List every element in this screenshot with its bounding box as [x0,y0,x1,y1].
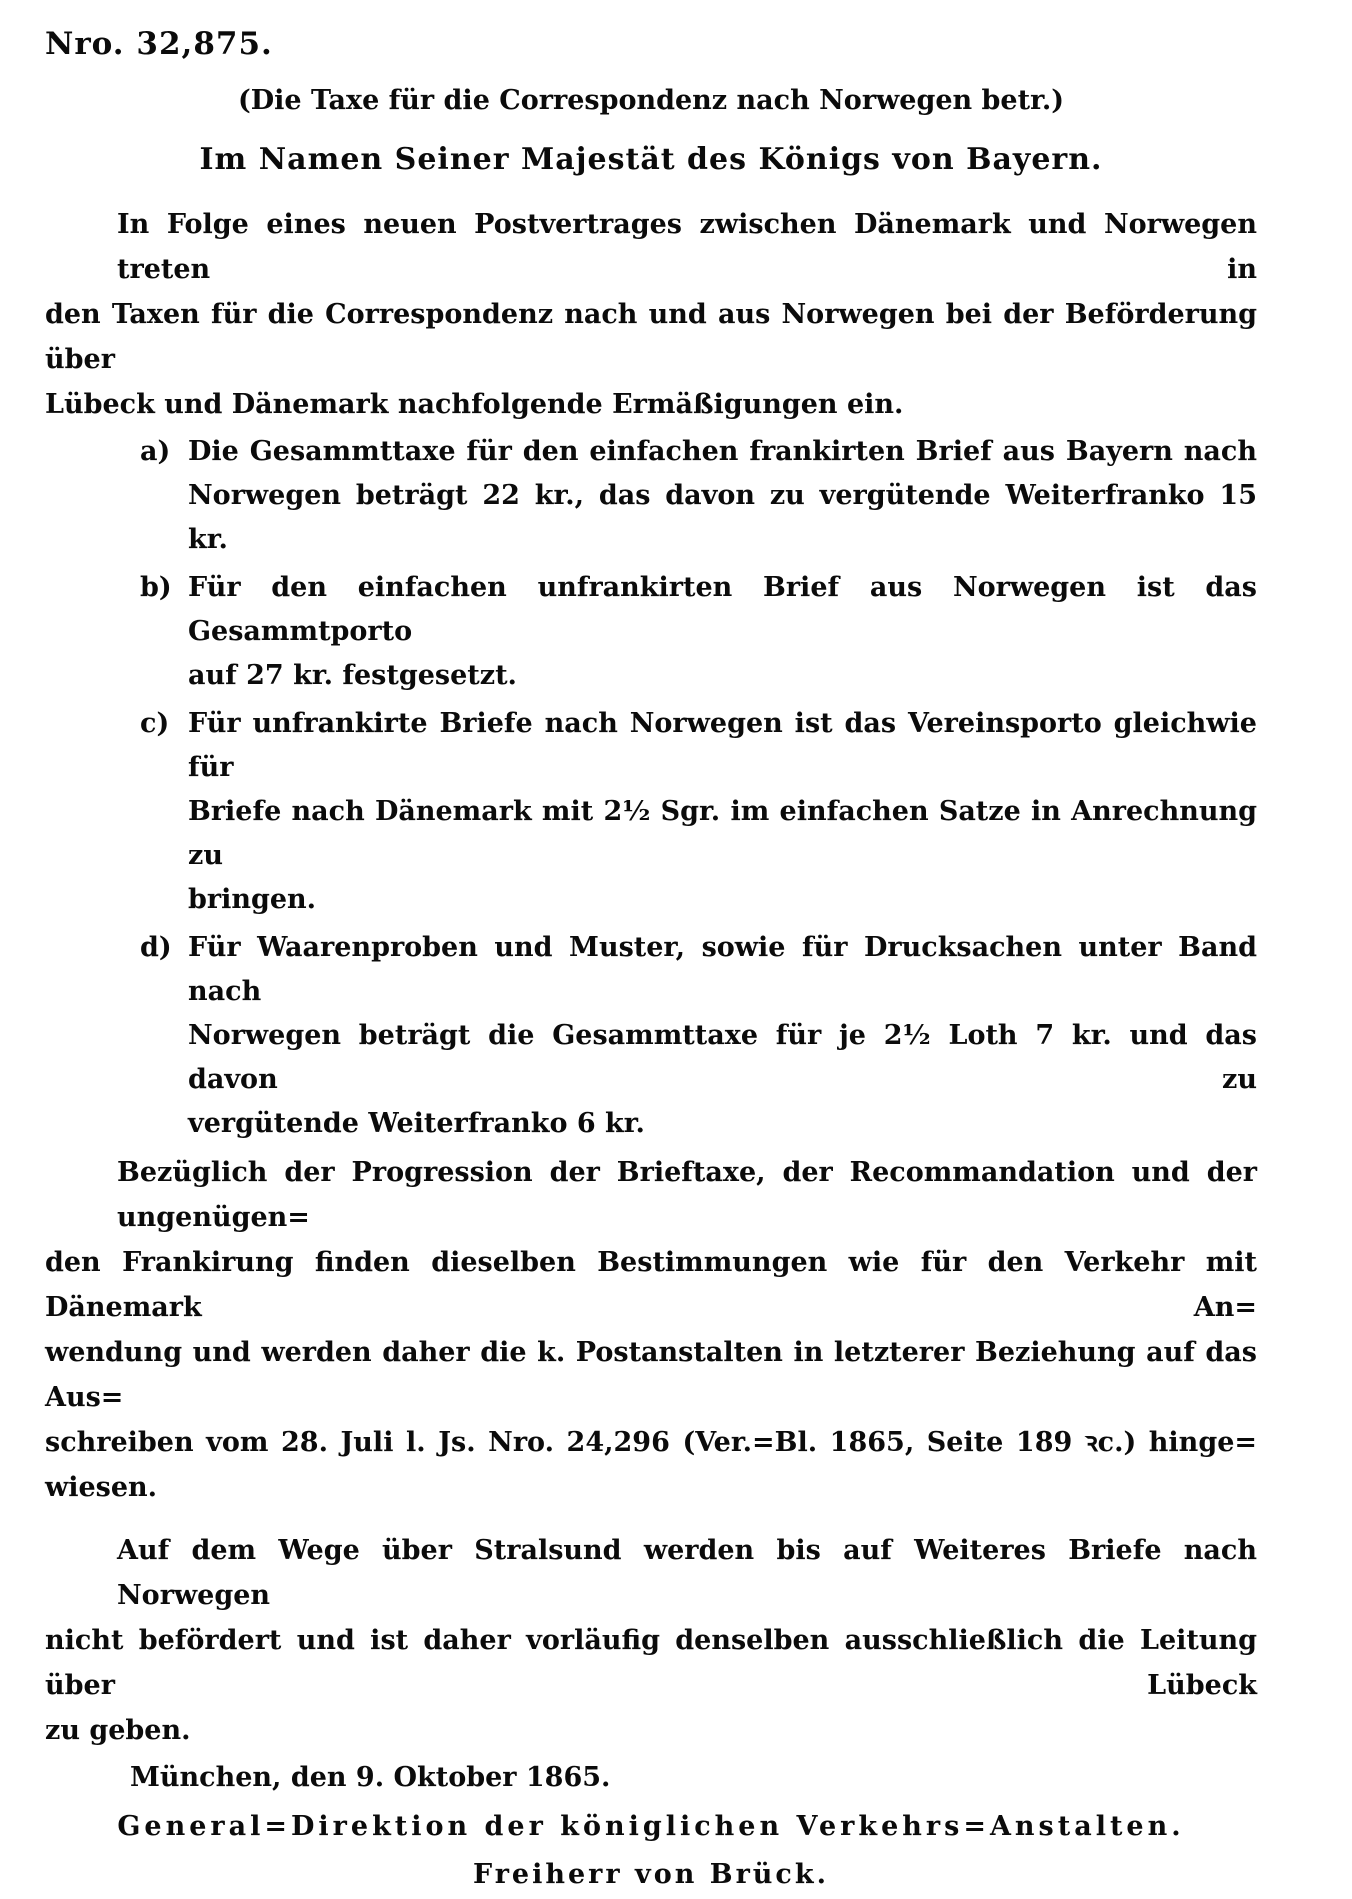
decree-item-c [45,702,1257,922]
item-line: Norwegen beträgt 22 kr., das davon zu vergütende Weiterfranko 15 kr. [188,480,1257,555]
item-line: Für Waarenproben und Muster, sowie für Drucksachen unter Band nach [188,932,1257,1007]
item-line: bringen. [188,884,317,915]
paragraph-line: wendung und werden daher die k. Postanstalten in letzterer Beziehung auf das Aus= [45,1337,1257,1413]
item-line: auf 27 kr. festgesetzt. [188,660,517,691]
item-label: a) [140,436,171,467]
intro-line: In Folge eines neuen Postvertrages zwischen Dänemark und Norwegen treten in [117,209,1257,285]
item-text [188,702,1257,922]
decree-item-list [45,430,1257,1146]
paragraph-line: nicht befördert und ist daher vorläufig denselben ausschließlich die Leitung über Lübeck [45,1625,1257,1701]
item-text [188,566,1257,698]
item-label: b) [140,572,172,603]
paragraph-line: schreiben vom 28. Juli l. Js. Nro. 24,296 (Ver.=Bl. 1865, Seite 189 ꝛc.) hinge= [45,1427,1257,1458]
issuer-line: General=Direktion der königlichen Verkehrs=Anstalten. [117,1811,1185,1842]
item-text [188,430,1257,562]
paragraph-line: zu geben. [45,1715,191,1746]
decree-item-d [45,926,1257,1146]
decree-document [45,22,1257,1899]
paragraph-line: wiesen. [45,1472,158,1503]
intro-line: Lübeck und Dänemark nachfolgende Ermäßigungen ein. [45,389,904,420]
subject-line: (Die Taxe für die Correspondenz nach Norwegen betr.) [237,85,1065,116]
dateline: München, den 9. Oktober 1865. [130,1762,611,1793]
intro-line: den Taxen für die Correspondenz nach und aus Norwegen bei der Beförderung über [45,299,1257,375]
item-text [188,926,1257,1146]
decree-item-b [45,566,1257,698]
intro-paragraph [45,202,1257,427]
paragraph-line: den Frankirung finden dieselben Bestimmungen wie für den Verkehr mit Dänemark An= [45,1247,1257,1323]
item-label: d) [140,932,172,963]
item-line: Für unfrankirte Briefe nach Norwegen ist das Vereinsporto gleichwie für [188,708,1257,783]
item-line: Die Gesammttaxe für den einfachen frankirten Brief aus Bayern nach [188,436,1257,467]
royal-heading: Im Namen Seiner Majestät des Königs von Bayern. [199,142,1103,177]
item-line: vergütende Weiterfranko 6 kr. [188,1108,645,1139]
progression-paragraph [45,1150,1257,1510]
item-label: c) [140,708,170,739]
item-line: Briefe nach Dänemark mit 2½ Sgr. im einfachen Satze in Anrechnung zu [188,796,1257,871]
item-line: Für den einfachen unfrankirten Brief aus Norwegen ist das Gesammtporto [188,572,1257,647]
document-number: Nro. 32,875. [45,26,273,62]
item-line: Norwegen beträgt die Gesammttaxe für je 2½ Loth 7 kr. und das davon zu [188,1020,1257,1095]
paragraph-line: Bezüglich der Progression der Brieftaxe, der Recommandation und der ungenügen= [117,1157,1257,1233]
decree-item-a [45,430,1257,562]
stralsund-paragraph [45,1528,1257,1753]
paragraph-line: Auf dem Wege über Stralsund werden bis auf Weiteres Briefe nach Norwegen [117,1535,1257,1611]
signature-line: Freiherr von Brück. [473,1859,829,1890]
